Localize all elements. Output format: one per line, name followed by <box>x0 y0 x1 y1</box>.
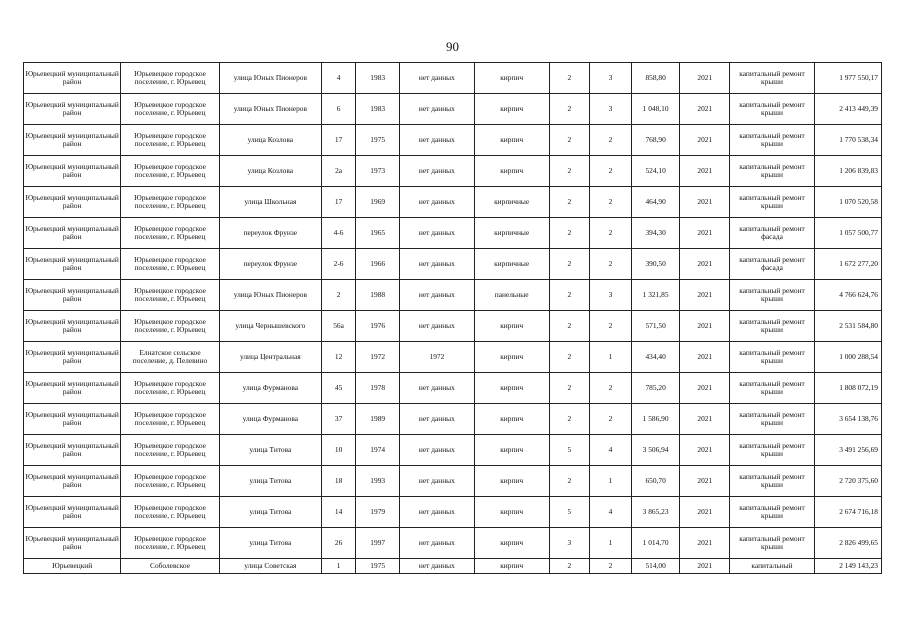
cell-area: 785,20 <box>632 373 680 404</box>
cell-settlement: Юрьевецкое городское поселение, г. Юрьевец <box>121 311 219 342</box>
cell-wall-material: кирпичные <box>474 187 549 218</box>
cell-house-number: 1 <box>322 559 356 574</box>
cell-street: переулок Фрунзе <box>219 218 321 249</box>
table-row <box>24 404 882 435</box>
cell-build-year: 1975 <box>356 559 400 574</box>
housing-repair-table <box>23 62 882 574</box>
cell-cost: 4 766 624,76 <box>814 280 881 311</box>
table-row <box>24 249 882 280</box>
cell-build-year: 1973 <box>356 156 400 187</box>
cell-plan-year: 2021 <box>680 63 730 94</box>
cell-area: 524,10 <box>632 156 680 187</box>
cell-plan-year: 2021 <box>680 156 730 187</box>
cell-street: улица Советская <box>219 559 321 574</box>
cell-plan-year: 2021 <box>680 125 730 156</box>
table-row <box>24 559 882 574</box>
cell-work-type: капитальный ремонт фасада <box>730 218 814 249</box>
cell-settlement: Юрьевецкое городское поселение, г. Юрьевец <box>121 404 219 435</box>
cell-commission-year: нет данных <box>400 94 474 125</box>
cell-commission-year: нет данных <box>400 373 474 404</box>
cell-area: 650,70 <box>632 466 680 497</box>
cell-district: Юрьевецкий муниципальный район <box>24 404 121 435</box>
cell-house-number: 2-6 <box>322 249 356 280</box>
cell-district: Юрьевецкий муниципальный район <box>24 373 121 404</box>
cell-plan-year: 2021 <box>680 404 730 435</box>
cell-commission-year: нет данных <box>400 466 474 497</box>
cell-floors: 2 <box>549 280 589 311</box>
cell-entrances: 1 <box>589 466 631 497</box>
cell-wall-material: кирпичные <box>474 218 549 249</box>
cell-cost: 1 206 839,83 <box>814 156 881 187</box>
cell-entrances: 3 <box>589 63 631 94</box>
cell-build-year: 1974 <box>356 435 400 466</box>
cell-floors: 2 <box>549 156 589 187</box>
cell-floors: 2 <box>549 125 589 156</box>
cell-house-number: 45 <box>322 373 356 404</box>
cell-entrances: 2 <box>589 559 631 574</box>
cell-plan-year: 2021 <box>680 342 730 373</box>
cell-house-number: 10 <box>322 435 356 466</box>
cell-area: 464,90 <box>632 187 680 218</box>
cell-commission-year: нет данных <box>400 156 474 187</box>
cell-settlement: Юрьевецкое городское поселение, г. Юрьевец <box>121 435 219 466</box>
cell-work-type: капитальный ремонт крыши <box>730 342 814 373</box>
cell-area: 1 048,10 <box>632 94 680 125</box>
cell-settlement: Юрьевецкое городское поселение, г. Юрьевец <box>121 497 219 528</box>
cell-commission-year: нет данных <box>400 187 474 218</box>
cell-area: 1 014,70 <box>632 528 680 559</box>
cell-street: улица Центральная <box>219 342 321 373</box>
cell-street: улица Титова <box>219 435 321 466</box>
cell-entrances: 1 <box>589 528 631 559</box>
table-row <box>24 528 882 559</box>
table-row <box>24 466 882 497</box>
cell-build-year: 1976 <box>356 311 400 342</box>
cell-floors: 2 <box>549 63 589 94</box>
cell-street: улица Фурманова <box>219 373 321 404</box>
cell-commission-year: нет данных <box>400 125 474 156</box>
cell-district: Юрьевецкий муниципальный район <box>24 94 121 125</box>
cell-floors: 2 <box>549 373 589 404</box>
cell-street: улица Козлова <box>219 125 321 156</box>
cell-wall-material: кирпич <box>474 94 549 125</box>
cell-plan-year: 2021 <box>680 94 730 125</box>
cell-district: Юрьевецкий муниципальный район <box>24 466 121 497</box>
cell-build-year: 1983 <box>356 94 400 125</box>
cell-cost: 2 826 499,65 <box>814 528 881 559</box>
cell-plan-year: 2021 <box>680 559 730 574</box>
cell-settlement: Юрьевецкое городское поселение, г. Юрьевец <box>121 156 219 187</box>
cell-floors: 2 <box>549 342 589 373</box>
cell-house-number: 26 <box>322 528 356 559</box>
cell-floors: 2 <box>549 466 589 497</box>
cell-plan-year: 2021 <box>680 218 730 249</box>
cell-settlement: Юрьевецкое городское поселение, г. Юрьевец <box>121 94 219 125</box>
cell-house-number: 6 <box>322 94 356 125</box>
cell-wall-material: кирпич <box>474 125 549 156</box>
cell-street: улица Фурманова <box>219 404 321 435</box>
cell-house-number: 2а <box>322 156 356 187</box>
cell-house-number: 12 <box>322 342 356 373</box>
cell-entrances: 2 <box>589 404 631 435</box>
cell-settlement: Юрьевецкое городское поселение, г. Юрьевец <box>121 125 219 156</box>
cell-build-year: 1972 <box>356 342 400 373</box>
cell-entrances: 2 <box>589 187 631 218</box>
table-row <box>24 311 882 342</box>
cell-floors: 2 <box>549 311 589 342</box>
cell-cost: 2 531 584,80 <box>814 311 881 342</box>
cell-work-type: капитальный ремонт крыши <box>730 156 814 187</box>
cell-wall-material: кирпич <box>474 311 549 342</box>
cell-work-type: капитальный ремонт крыши <box>730 497 814 528</box>
cell-area: 3 506,94 <box>632 435 680 466</box>
cell-commission-year: 1972 <box>400 342 474 373</box>
cell-district: Юрьевецкий <box>24 559 121 574</box>
table-row <box>24 94 882 125</box>
cell-work-type: капитальный ремонт крыши <box>730 466 814 497</box>
cell-entrances: 4 <box>589 435 631 466</box>
cell-street: улица Юных Пионеров <box>219 280 321 311</box>
cell-commission-year: нет данных <box>400 311 474 342</box>
table-row <box>24 187 882 218</box>
cell-cost: 3 654 138,76 <box>814 404 881 435</box>
cell-house-number: 14 <box>322 497 356 528</box>
cell-house-number: 4-6 <box>322 218 356 249</box>
cell-settlement: Юрьевецкое городское поселение, г. Юрьевец <box>121 249 219 280</box>
table-row <box>24 373 882 404</box>
cell-build-year: 1988 <box>356 280 400 311</box>
cell-floors: 5 <box>549 435 589 466</box>
cell-district: Юрьевецкий муниципальный район <box>24 249 121 280</box>
cell-cost: 3 491 256,69 <box>814 435 881 466</box>
cell-wall-material: кирпич <box>474 497 549 528</box>
cell-cost: 1 977 550,17 <box>814 63 881 94</box>
cell-district: Юрьевецкий муниципальный район <box>24 63 121 94</box>
table-row <box>24 280 882 311</box>
cell-plan-year: 2021 <box>680 435 730 466</box>
cell-plan-year: 2021 <box>680 528 730 559</box>
cell-settlement: Юрьевецкое городское поселение, г. Юрьевец <box>121 63 219 94</box>
cell-street: улица Титова <box>219 497 321 528</box>
cell-build-year: 1979 <box>356 497 400 528</box>
cell-entrances: 4 <box>589 497 631 528</box>
cell-plan-year: 2021 <box>680 466 730 497</box>
cell-wall-material: кирпич <box>474 342 549 373</box>
cell-wall-material: кирпич <box>474 404 549 435</box>
cell-settlement: Юрьевецкое городское поселение, г. Юрьевец <box>121 187 219 218</box>
cell-area: 394,30 <box>632 218 680 249</box>
cell-street: улица Чернышевского <box>219 311 321 342</box>
cell-cost: 1 000 288,54 <box>814 342 881 373</box>
cell-area: 3 865,23 <box>632 497 680 528</box>
cell-wall-material: кирпич <box>474 466 549 497</box>
cell-commission-year: нет данных <box>400 497 474 528</box>
cell-district: Юрьевецкий муниципальный район <box>24 497 121 528</box>
cell-work-type: капитальный ремонт крыши <box>730 435 814 466</box>
cell-street: улица Юных Пионеров <box>219 63 321 94</box>
cell-work-type: капитальный ремонт крыши <box>730 528 814 559</box>
cell-entrances: 2 <box>589 373 631 404</box>
cell-settlement: Юрьевецкое городское поселение, г. Юрьевец <box>121 218 219 249</box>
cell-work-type: капитальный <box>730 559 814 574</box>
cell-settlement: Юрьевецкое городское поселение, г. Юрьевец <box>121 466 219 497</box>
cell-wall-material: кирпич <box>474 435 549 466</box>
cell-cost: 2 413 449,39 <box>814 94 881 125</box>
cell-cost: 2 720 375,60 <box>814 466 881 497</box>
cell-build-year: 1989 <box>356 404 400 435</box>
cell-entrances: 1 <box>589 342 631 373</box>
cell-settlement: Елнатское сельское поселение, д. Пелевино <box>121 342 219 373</box>
cell-floors: 3 <box>549 528 589 559</box>
cell-settlement: Юрьевецкое городское поселение, г. Юрьевец <box>121 528 219 559</box>
cell-district: Юрьевецкий муниципальный район <box>24 342 121 373</box>
cell-build-year: 1983 <box>356 63 400 94</box>
cell-build-year: 1993 <box>356 466 400 497</box>
cell-area: 768,90 <box>632 125 680 156</box>
cell-house-number: 56а <box>322 311 356 342</box>
cell-district: Юрьевецкий муниципальный район <box>24 125 121 156</box>
cell-district: Юрьевецкий муниципальный район <box>24 156 121 187</box>
cell-district: Юрьевецкий муниципальный район <box>24 435 121 466</box>
cell-house-number: 17 <box>322 125 356 156</box>
cell-wall-material: кирпич <box>474 156 549 187</box>
cell-house-number: 18 <box>322 466 356 497</box>
cell-cost: 2 674 716,18 <box>814 497 881 528</box>
cell-area: 1 586,90 <box>632 404 680 435</box>
cell-wall-material: кирпич <box>474 63 549 94</box>
cell-cost: 2 149 143,23 <box>814 559 881 574</box>
cell-commission-year: нет данных <box>400 404 474 435</box>
table-row <box>24 63 882 94</box>
cell-entrances: 2 <box>589 218 631 249</box>
cell-settlement: Юрьевецкое городское поселение, г. Юрьевец <box>121 373 219 404</box>
cell-settlement: Юрьевецкое городское поселение, г. Юрьевец <box>121 280 219 311</box>
cell-commission-year: нет данных <box>400 218 474 249</box>
cell-area: 571,50 <box>632 311 680 342</box>
cell-plan-year: 2021 <box>680 311 730 342</box>
cell-area: 858,80 <box>632 63 680 94</box>
cell-house-number: 4 <box>322 63 356 94</box>
cell-build-year: 1997 <box>356 528 400 559</box>
cell-cost: 1 808 072,19 <box>814 373 881 404</box>
cell-entrances: 2 <box>589 249 631 280</box>
cell-floors: 2 <box>549 249 589 280</box>
cell-floors: 2 <box>549 559 589 574</box>
cell-work-type: капитальный ремонт крыши <box>730 187 814 218</box>
cell-floors: 2 <box>549 94 589 125</box>
cell-settlement: Соболевское <box>121 559 219 574</box>
cell-work-type: капитальный ремонт крыши <box>730 373 814 404</box>
cell-street: улица Козлова <box>219 156 321 187</box>
cell-floors: 2 <box>549 218 589 249</box>
cell-house-number: 2 <box>322 280 356 311</box>
cell-work-type: капитальный ремонт фасада <box>730 249 814 280</box>
table-row <box>24 125 882 156</box>
cell-floors: 5 <box>549 497 589 528</box>
cell-street: улица Титова <box>219 466 321 497</box>
cell-commission-year: нет данных <box>400 63 474 94</box>
cell-wall-material: кирпич <box>474 373 549 404</box>
cell-area: 390,50 <box>632 249 680 280</box>
cell-area: 1 321,85 <box>632 280 680 311</box>
cell-wall-material: панельные <box>474 280 549 311</box>
cell-street: переулок Фрунзе <box>219 249 321 280</box>
cell-cost: 1 770 538,34 <box>814 125 881 156</box>
table-row <box>24 156 882 187</box>
cell-district: Юрьевецкий муниципальный район <box>24 528 121 559</box>
cell-build-year: 1978 <box>356 373 400 404</box>
cell-cost: 1 057 500,77 <box>814 218 881 249</box>
cell-cost: 1 672 277,20 <box>814 249 881 280</box>
cell-wall-material: кирпич <box>474 528 549 559</box>
cell-commission-year: нет данных <box>400 559 474 574</box>
cell-build-year: 1965 <box>356 218 400 249</box>
table-row <box>24 435 882 466</box>
cell-build-year: 1969 <box>356 187 400 218</box>
cell-work-type: капитальный ремонт крыши <box>730 94 814 125</box>
cell-wall-material: кирпич <box>474 559 549 574</box>
cell-street: улица Юных Пионеров <box>219 94 321 125</box>
cell-house-number: 17 <box>322 187 356 218</box>
cell-entrances: 2 <box>589 156 631 187</box>
cell-commission-year: нет данных <box>400 280 474 311</box>
cell-district: Юрьевецкий муниципальный район <box>24 218 121 249</box>
table-row <box>24 497 882 528</box>
cell-build-year: 1966 <box>356 249 400 280</box>
cell-entrances: 2 <box>589 125 631 156</box>
cell-commission-year: нет данных <box>400 528 474 559</box>
cell-entrances: 2 <box>589 311 631 342</box>
cell-street: улица Школьная <box>219 187 321 218</box>
cell-build-year: 1975 <box>356 125 400 156</box>
cell-entrances: 3 <box>589 280 631 311</box>
cell-floors: 2 <box>549 187 589 218</box>
cell-work-type: капитальный ремонт крыши <box>730 125 814 156</box>
cell-street: улица Титова <box>219 528 321 559</box>
cell-commission-year: нет данных <box>400 249 474 280</box>
cell-floors: 2 <box>549 404 589 435</box>
cell-wall-material: кирпичные <box>474 249 549 280</box>
cell-work-type: капитальный ремонт крыши <box>730 280 814 311</box>
cell-plan-year: 2021 <box>680 373 730 404</box>
cell-commission-year: нет данных <box>400 435 474 466</box>
cell-work-type: капитальный ремонт крыши <box>730 63 814 94</box>
cell-work-type: капитальный ремонт крыши <box>730 311 814 342</box>
cell-plan-year: 2021 <box>680 280 730 311</box>
cell-area: 434,40 <box>632 342 680 373</box>
cell-house-number: 37 <box>322 404 356 435</box>
cell-work-type: капитальный ремонт крыши <box>730 404 814 435</box>
cell-area: 514,00 <box>632 559 680 574</box>
cell-plan-year: 2021 <box>680 249 730 280</box>
cell-entrances: 3 <box>589 94 631 125</box>
page-number: 90 <box>446 39 459 54</box>
cell-district: Юрьевецкий муниципальный район <box>24 187 121 218</box>
cell-plan-year: 2021 <box>680 187 730 218</box>
table-row <box>24 218 882 249</box>
cell-plan-year: 2021 <box>680 497 730 528</box>
cell-district: Юрьевецкий муниципальный район <box>24 311 121 342</box>
cell-cost: 1 070 520,58 <box>814 187 881 218</box>
table-row <box>24 342 882 373</box>
cell-district: Юрьевецкий муниципальный район <box>24 280 121 311</box>
